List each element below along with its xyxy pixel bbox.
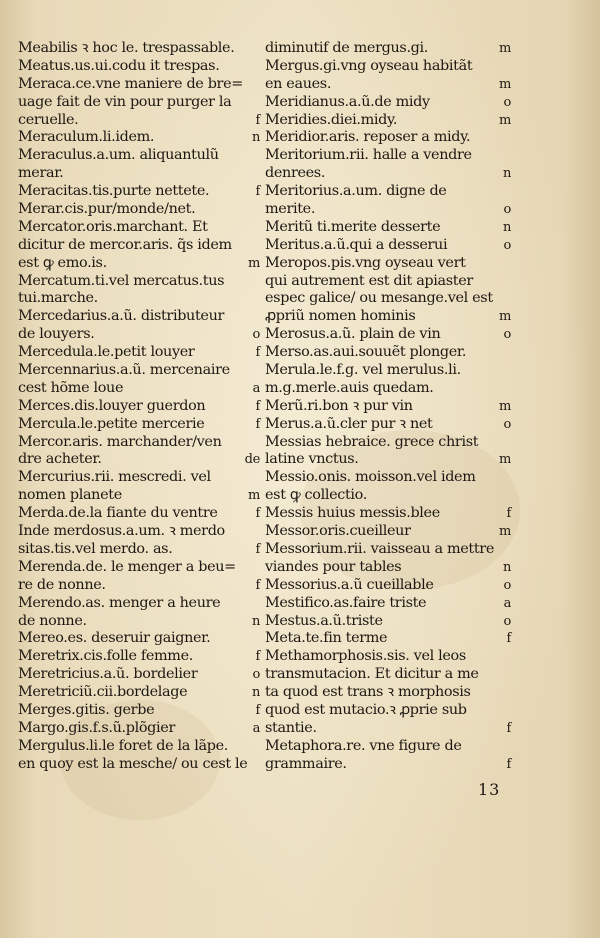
dictionary-line	[18, 595, 262, 613]
line-text: Meatus.us.ui.codu it trespas.	[18, 57, 220, 74]
dictionary-line	[265, 290, 513, 308]
gender-mark: n	[502, 166, 511, 182]
gender-mark: o	[503, 94, 511, 110]
gender-mark: f	[255, 541, 260, 557]
dictionary-line	[265, 416, 513, 434]
dictionary-line	[265, 756, 513, 774]
line-text: sitas.tis.vel merdo. as.	[18, 540, 173, 557]
line-text: uage fait de vin pour purger la	[18, 93, 232, 110]
line-text: diminutif de mergus.gi.	[265, 40, 429, 56]
dictionary-line	[18, 58, 262, 76]
gender-mark: n	[251, 685, 260, 701]
dictionary-line	[265, 434, 513, 452]
dictionary-line	[265, 40, 513, 58]
dictionary-line	[18, 380, 262, 398]
line-text: tui.marche.	[18, 290, 98, 307]
line-text: Mercennarius.a.ũ. mercenaire	[18, 362, 230, 379]
gender-mark: o	[252, 667, 260, 683]
line-text: quod est mutacio.ꝛ ꝓprie sub	[265, 701, 467, 718]
line-text: Meretrix.cis.folle femme.	[18, 648, 193, 665]
line-text: qui autrement est dit apiaster	[265, 272, 473, 289]
dictionary-line	[18, 630, 262, 648]
dictionary-line	[265, 344, 513, 362]
line-text: Mergulus.li.le foret de la lãpe.	[18, 737, 229, 754]
gender-mark: n	[502, 219, 511, 235]
line-text: Meraculus.a.um. aliquantulũ	[18, 147, 219, 164]
dictionary-line	[18, 112, 262, 130]
gender-mark: m	[499, 398, 511, 414]
gender-mark: m	[499, 524, 511, 540]
line-text: Meridior.aris. reposer a midy.	[265, 129, 471, 146]
line-text: denrees.	[265, 165, 326, 182]
line-text: Meridianus.a.ũ.de midy	[265, 93, 430, 110]
dictionary-line	[265, 183, 513, 201]
line-text: m.g.merle.auis quedam.	[265, 379, 434, 396]
line-text: transmutacion. Et dicitur a me	[265, 666, 479, 683]
line-text: Merosus.a.ũ. plain de vin	[265, 326, 441, 343]
dictionary-line	[265, 380, 513, 398]
dictionary-line	[18, 613, 262, 631]
dictionary-line	[265, 255, 513, 273]
dictionary-line	[265, 398, 513, 416]
dictionary-line	[18, 129, 262, 147]
dictionary-line	[18, 702, 262, 720]
gender-mark: o	[503, 613, 511, 629]
line-text: Messias hebraice. grece christ	[265, 433, 479, 450]
line-text: Mercedarius.a.ũ. distributeur	[18, 308, 225, 325]
line-text: Merula.le.f.g. vel merulus.li.	[265, 362, 461, 379]
line-text: Meritorium.rii. halle a vendre	[265, 147, 472, 164]
gender-mark: m	[499, 76, 511, 92]
dictionary-line	[18, 273, 262, 291]
line-text: Merenda.de. le menger a beu=	[18, 558, 236, 575]
dictionary-line	[265, 129, 513, 147]
dictionary-line	[18, 559, 262, 577]
dictionary-line	[265, 505, 513, 523]
line-text: dre acheter.	[18, 451, 102, 468]
line-text: cest hõme loue	[18, 379, 124, 396]
gender-mark: f	[506, 720, 511, 736]
gender-mark: m	[248, 488, 260, 504]
dictionary-line	[265, 165, 513, 183]
gender-mark: o	[503, 327, 511, 343]
dictionary-line	[18, 326, 262, 344]
gender-mark: o	[503, 416, 511, 432]
line-text: Merũ.ri.bon ꝛ pur vin	[265, 397, 413, 414]
line-text: Margo.gis.f.s.ũ.plõgier	[18, 719, 175, 736]
dictionary-line	[18, 147, 262, 165]
line-text: Mergus.gi.vng oyseau habitãt	[265, 57, 473, 74]
line-text: Meracitas.tis.purte nettete.	[18, 183, 210, 200]
dictionary-line	[265, 112, 513, 130]
dictionary-line	[18, 219, 262, 237]
line-text: viandes pour tables	[265, 558, 402, 575]
gender-mark: m	[248, 255, 260, 271]
dictionary-line	[265, 720, 513, 738]
dictionary-line	[18, 201, 262, 219]
line-text: Mestifico.as.faire triste	[265, 594, 427, 611]
dictionary-line	[18, 237, 262, 255]
dictionary-line	[265, 326, 513, 344]
line-text: Meretricius.a.ũ. bordelier	[18, 666, 198, 683]
dictionary-line	[265, 559, 513, 577]
line-text: Messorius.a.ũ cueillable	[265, 576, 434, 593]
dictionary-line	[265, 577, 513, 595]
dictionary-line	[18, 434, 262, 452]
line-text: dicitur de mercor.aris. q̃s idem	[18, 236, 232, 253]
dictionary-line	[265, 147, 513, 165]
line-text: Messor.oris.cueilleur	[265, 523, 411, 540]
line-text: est ꝙ collectio.	[265, 487, 367, 504]
gender-mark: o	[503, 237, 511, 253]
line-text: stantie.	[265, 719, 317, 736]
dictionary-line	[18, 756, 262, 774]
line-text: Meretriciũ.cii.bordelage	[18, 684, 188, 701]
line-text: Meta.te.fin terme	[265, 630, 388, 647]
line-text: ceruelle.	[18, 111, 79, 128]
gender-mark: f	[506, 756, 511, 772]
gender-mark: m	[499, 309, 511, 325]
line-text: Mereo.es. deseruir gaigner.	[18, 630, 211, 647]
dictionary-line	[265, 630, 513, 648]
gender-mark: f	[255, 345, 260, 361]
line-text: en eaues.	[265, 75, 332, 92]
gender-mark: n	[251, 130, 260, 146]
line-text: merar.	[18, 165, 64, 182]
gender-mark: a	[252, 380, 260, 396]
dictionary-line	[18, 344, 262, 362]
line-text: Messis huius messis.blee	[265, 505, 440, 522]
gender-mark: a	[252, 720, 260, 736]
line-text: Meritorius.a.um. digne de	[265, 183, 447, 200]
dictionary-line	[265, 487, 513, 505]
gender-mark: o	[503, 202, 511, 218]
line-text: Mercatum.ti.vel mercatus.tus	[18, 272, 225, 289]
dictionary-line	[18, 451, 262, 469]
line-text: espec galice/ ou mesange.vel est	[265, 290, 493, 307]
dictionary-line	[18, 76, 262, 94]
line-text: merite.	[265, 201, 316, 218]
dictionary-line	[265, 702, 513, 720]
line-text: Mercor.aris. marchander/ven	[18, 433, 222, 450]
line-text: Messorium.rii. vaisseau a mettre	[265, 540, 494, 557]
gender-mark: o	[503, 577, 511, 593]
gender-mark: m	[499, 452, 511, 468]
line-text: grammaire.	[265, 755, 347, 772]
line-text: Mercurius.rii. mescredi. vel	[18, 469, 211, 486]
line-text: Merus.a.ũ.cler pur ꝛ net	[265, 415, 433, 432]
dictionary-line	[265, 469, 513, 487]
dictionary-line	[265, 362, 513, 380]
line-text: Merges.gitis. gerbe	[18, 701, 155, 718]
dictionary-line	[18, 684, 262, 702]
line-text: Meritũ ti.merite desserte	[265, 218, 441, 235]
gender-mark: f	[255, 649, 260, 665]
line-text: ꝓpriũ nomen hominis	[265, 308, 416, 325]
dictionary-line	[265, 94, 513, 112]
dictionary-line	[265, 648, 513, 666]
gender-mark: f	[506, 631, 511, 647]
left-column	[18, 40, 262, 774]
gender-mark: f	[255, 398, 260, 414]
line-text: Mercula.le.petite mercerie	[18, 415, 205, 432]
dictionary-line	[18, 416, 262, 434]
gender-mark: f	[506, 506, 511, 522]
line-text: Meabilis ꝛ hoc le. trespassable.	[18, 40, 235, 56]
dictionary-line	[18, 577, 262, 595]
dictionary-line	[265, 738, 513, 756]
dictionary-line	[265, 219, 513, 237]
line-text: nomen planete	[18, 487, 122, 504]
line-text: Merso.as.aui.souuẽt plonger.	[265, 344, 467, 361]
dictionary-line	[265, 308, 513, 326]
gender-mark: m	[499, 112, 511, 128]
line-text: Meraculum.li.idem.	[18, 129, 155, 146]
gender-mark: a	[503, 595, 511, 611]
dictionary-line	[18, 505, 262, 523]
dictionary-line	[18, 523, 262, 541]
dictionary-line	[18, 541, 262, 559]
line-text: Meridies.diei.midy.	[265, 111, 398, 128]
dictionary-line	[18, 40, 262, 58]
line-text: Inde merdosus.a.um. ꝛ merdo	[18, 523, 225, 540]
dictionary-line	[265, 523, 513, 541]
dictionary-line	[18, 165, 262, 183]
line-text: Mercator.oris.marchant. Et	[18, 218, 208, 235]
gender-mark: n	[251, 613, 260, 629]
line-text: est ꝙ emo.is.	[18, 254, 107, 271]
line-text: Merces.dis.louyer guerdon	[18, 397, 206, 414]
line-text: Mestus.a.ũ.triste	[265, 612, 383, 629]
line-text: en quoy est la mesche/ ou cest le	[18, 755, 248, 772]
dictionary-line	[18, 94, 262, 112]
gender-mark: o	[252, 327, 260, 343]
gender-mark: n	[502, 559, 511, 575]
dictionary-line	[18, 738, 262, 756]
line-text: latine vnctus.	[265, 451, 359, 468]
line-text: ta quod est trans ꝛ morphosis	[265, 684, 471, 701]
gender-mark: f	[255, 416, 260, 432]
gender-mark: f	[255, 577, 260, 593]
dictionary-line	[265, 451, 513, 469]
dictionary-line	[265, 58, 513, 76]
line-text: Messio.onis. moisson.vel idem	[265, 469, 476, 486]
line-text: Meropos.pis.vng oyseau vert	[265, 254, 466, 271]
dictionary-line	[265, 684, 513, 702]
gender-mark: f	[255, 702, 260, 718]
gender-mark: f	[255, 112, 260, 128]
line-text: Mercedula.le.petit louyer	[18, 344, 195, 361]
dictionary-line	[265, 595, 513, 613]
line-text: Metaphora.re. vne figure de	[265, 737, 462, 754]
dictionary-line	[265, 541, 513, 559]
line-text: Merendo.as. menger a heure	[18, 594, 221, 611]
dictionary-line	[265, 666, 513, 684]
line-text: Merar.cis.pur/monde/net.	[18, 201, 196, 218]
dictionary-line	[18, 469, 262, 487]
gender-mark: de	[244, 452, 260, 468]
dictionary-line	[18, 362, 262, 380]
dictionary-line	[18, 290, 262, 308]
dictionary-line	[18, 308, 262, 326]
dictionary-line	[18, 255, 262, 273]
gender-mark: f	[255, 184, 260, 200]
line-text: Merda.de.la fiante du ventre	[18, 505, 218, 522]
dictionary-line	[265, 273, 513, 291]
dictionary-line	[18, 398, 262, 416]
line-text: Methamorphosis.sis. vel leos	[265, 648, 466, 665]
dictionary-line	[265, 76, 513, 94]
dictionary-line	[18, 183, 262, 201]
line-text: Meraca.ce.vne maniere de bre=	[18, 75, 243, 92]
gender-mark: m	[499, 41, 511, 56]
gender-mark: f	[255, 506, 260, 522]
dictionary-line	[18, 720, 262, 738]
line-text: Meritus.a.ũ.qui a desserui	[265, 236, 448, 253]
dictionary-line	[265, 613, 513, 631]
dictionary-line	[265, 237, 513, 255]
dictionary-line	[18, 648, 262, 666]
dictionary-line	[265, 201, 513, 219]
right-column	[265, 40, 513, 774]
line-text: re de nonne.	[18, 576, 106, 593]
folio-number: 13	[478, 780, 501, 799]
line-text: de louyers.	[18, 326, 95, 343]
dictionary-line	[18, 666, 262, 684]
dictionary-line	[18, 487, 262, 505]
line-text: de nonne.	[18, 612, 87, 629]
